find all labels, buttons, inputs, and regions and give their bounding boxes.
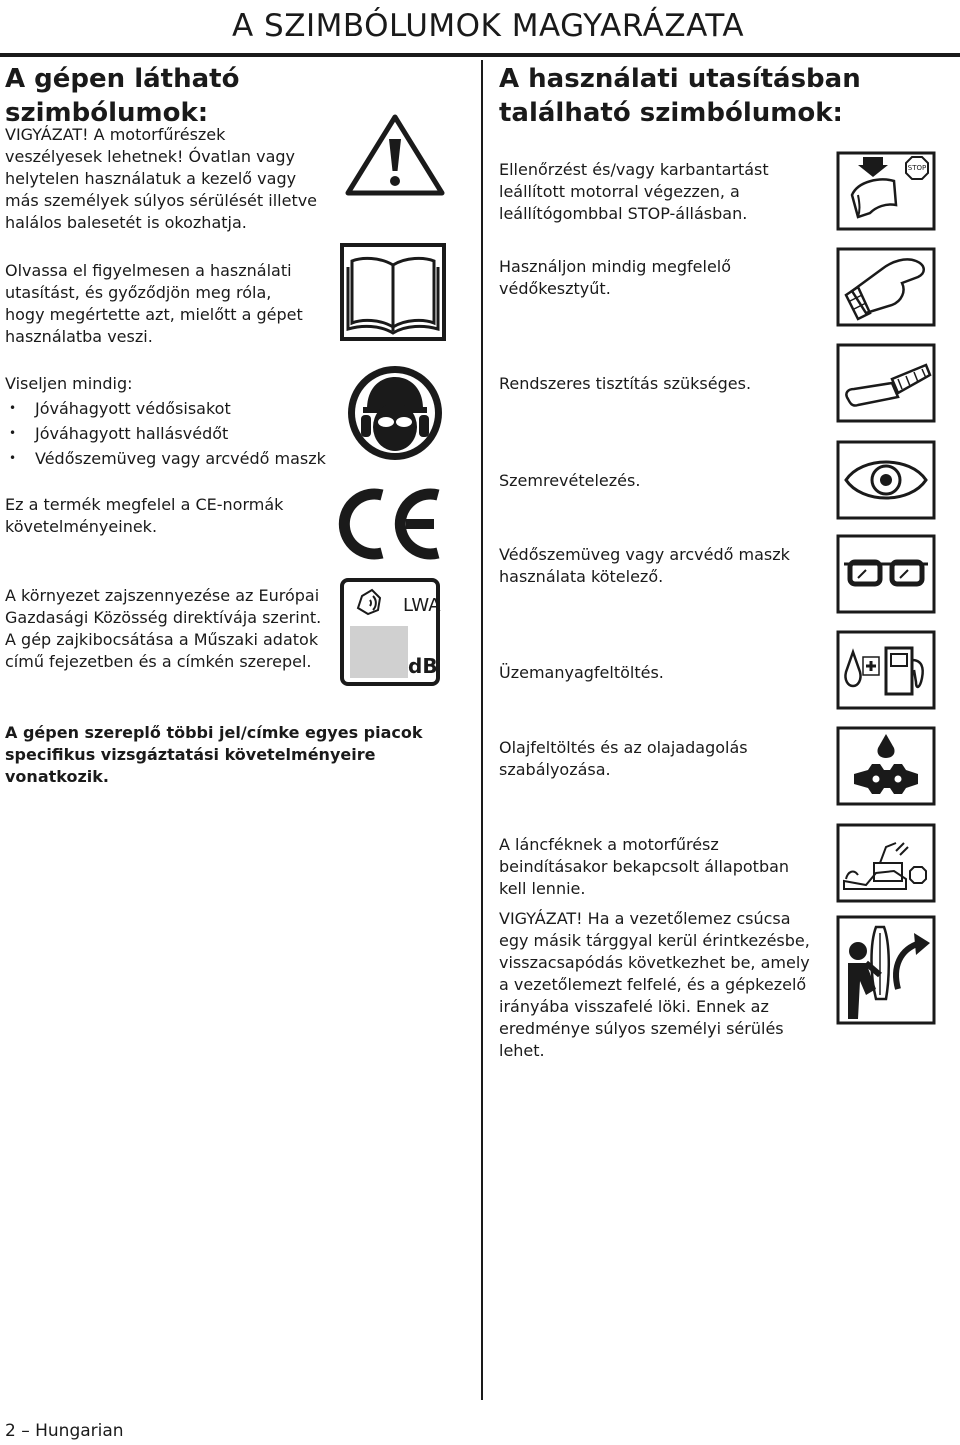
wear-list [5,396,335,471]
chain-brake-icon [836,823,936,903]
stop-switch-icon [836,151,936,231]
stop-label: STOP [907,164,927,172]
oil-text: Olajfeltöltés és az olajadagolás szabályozása. [499,738,748,779]
cleaning-text: Rendszeres tisztítás szükséges. [499,374,752,393]
ce-text: Ez a termék megfelel a CE-normák követelményeinek. [5,495,284,536]
header-rule [0,53,960,57]
left-heading: A gépen látható szimbólumok: [5,64,240,128]
gloves-text: Használjon mindig megfelelő védőkesztyűt. [499,257,732,298]
other-labels-text: A gépen szereplő többi jel/címke egyes piacok specifikus vizsgáztatási követelményeire vonatkozik. [5,723,423,786]
column-divider [481,60,483,1400]
inspection-text: Szemrevételezés. [499,471,641,490]
kickback-icon [836,915,936,1025]
open-book-icon [340,243,446,341]
wear-item-helmet: • Jóváhagyott védősisakot [5,396,335,421]
noise-text: A környezet zajszennyezése az Európai Gazdasági Közösség direktívája szerint. A gép zajkibocsátása a Műszaki adatok című fejezetben és a címkén szerepel. [5,586,322,671]
lwa-label: LWA [403,595,441,616]
oil-drop-chain-icon [836,726,936,806]
right-heading: A használati utasításban található szimbólumok: [499,64,861,128]
wear-item-eyewear: • Védőszemüveg vagy arcvédő maszk [5,446,335,471]
wear-intro: Viseljen mindig: [5,374,133,393]
db-label: dB [408,654,438,678]
chain-brake-text: A láncféknek a motorfűrész beindításakor bekapcsolt állapotban kell lennie. [499,835,790,898]
kickback-text: VIGYÁZAT! Ha a vezetőlemez csúcsa egy másik tárggyal kerül érintkezésbe, visszacsapódás következhet be, amely a vezetőlemezt felfelé, és a gépkezelő irányába visszafelé löki. Ennek az eredménye súlyos személyi sérülés lehet. [499,909,810,1060]
brush-icon [836,343,936,423]
noise-level-icon [340,578,440,686]
page-title: A SZIMBÓLUMOK MAGYARÁZATA [232,8,745,44]
head-protection-icon [345,363,445,463]
warning-text: VIGYÁZAT! A motorfűrészek veszélyesek lehetnek! Óvatlan vagy helytelen használatuk a kezelő vagy más személyek súlyos sérülését illetve halálos balesetét is okozhatja. [5,125,318,232]
warning-triangle-icon [345,113,445,197]
glove-icon [836,247,936,327]
fuel-pump-icon [836,630,936,710]
page-footer: 2 – Hungarian [5,1421,124,1441]
eyewear-text: Védőszemüveg vagy arcvédő maszk használata kötelező. [499,545,790,586]
eye-icon [836,440,936,520]
stop-maintenance-text: Ellenőrzést és/vagy karbantartást leállított motorral végezzen, a leállítógombbal STOP-állásban. [499,160,769,223]
wear-item-hearing: • Jóváhagyott hallásvédőt [5,421,335,446]
safety-glasses-icon [836,534,936,614]
ce-mark-icon [330,485,445,563]
fuel-text: Üzemanyagfeltöltés. [499,663,664,682]
read-manual-text: Olvassa el figyelmesen a használati utasítást, és győződjön meg róla, hogy megértette azt, mielőtt a gépet használatba veszi. [5,261,303,346]
